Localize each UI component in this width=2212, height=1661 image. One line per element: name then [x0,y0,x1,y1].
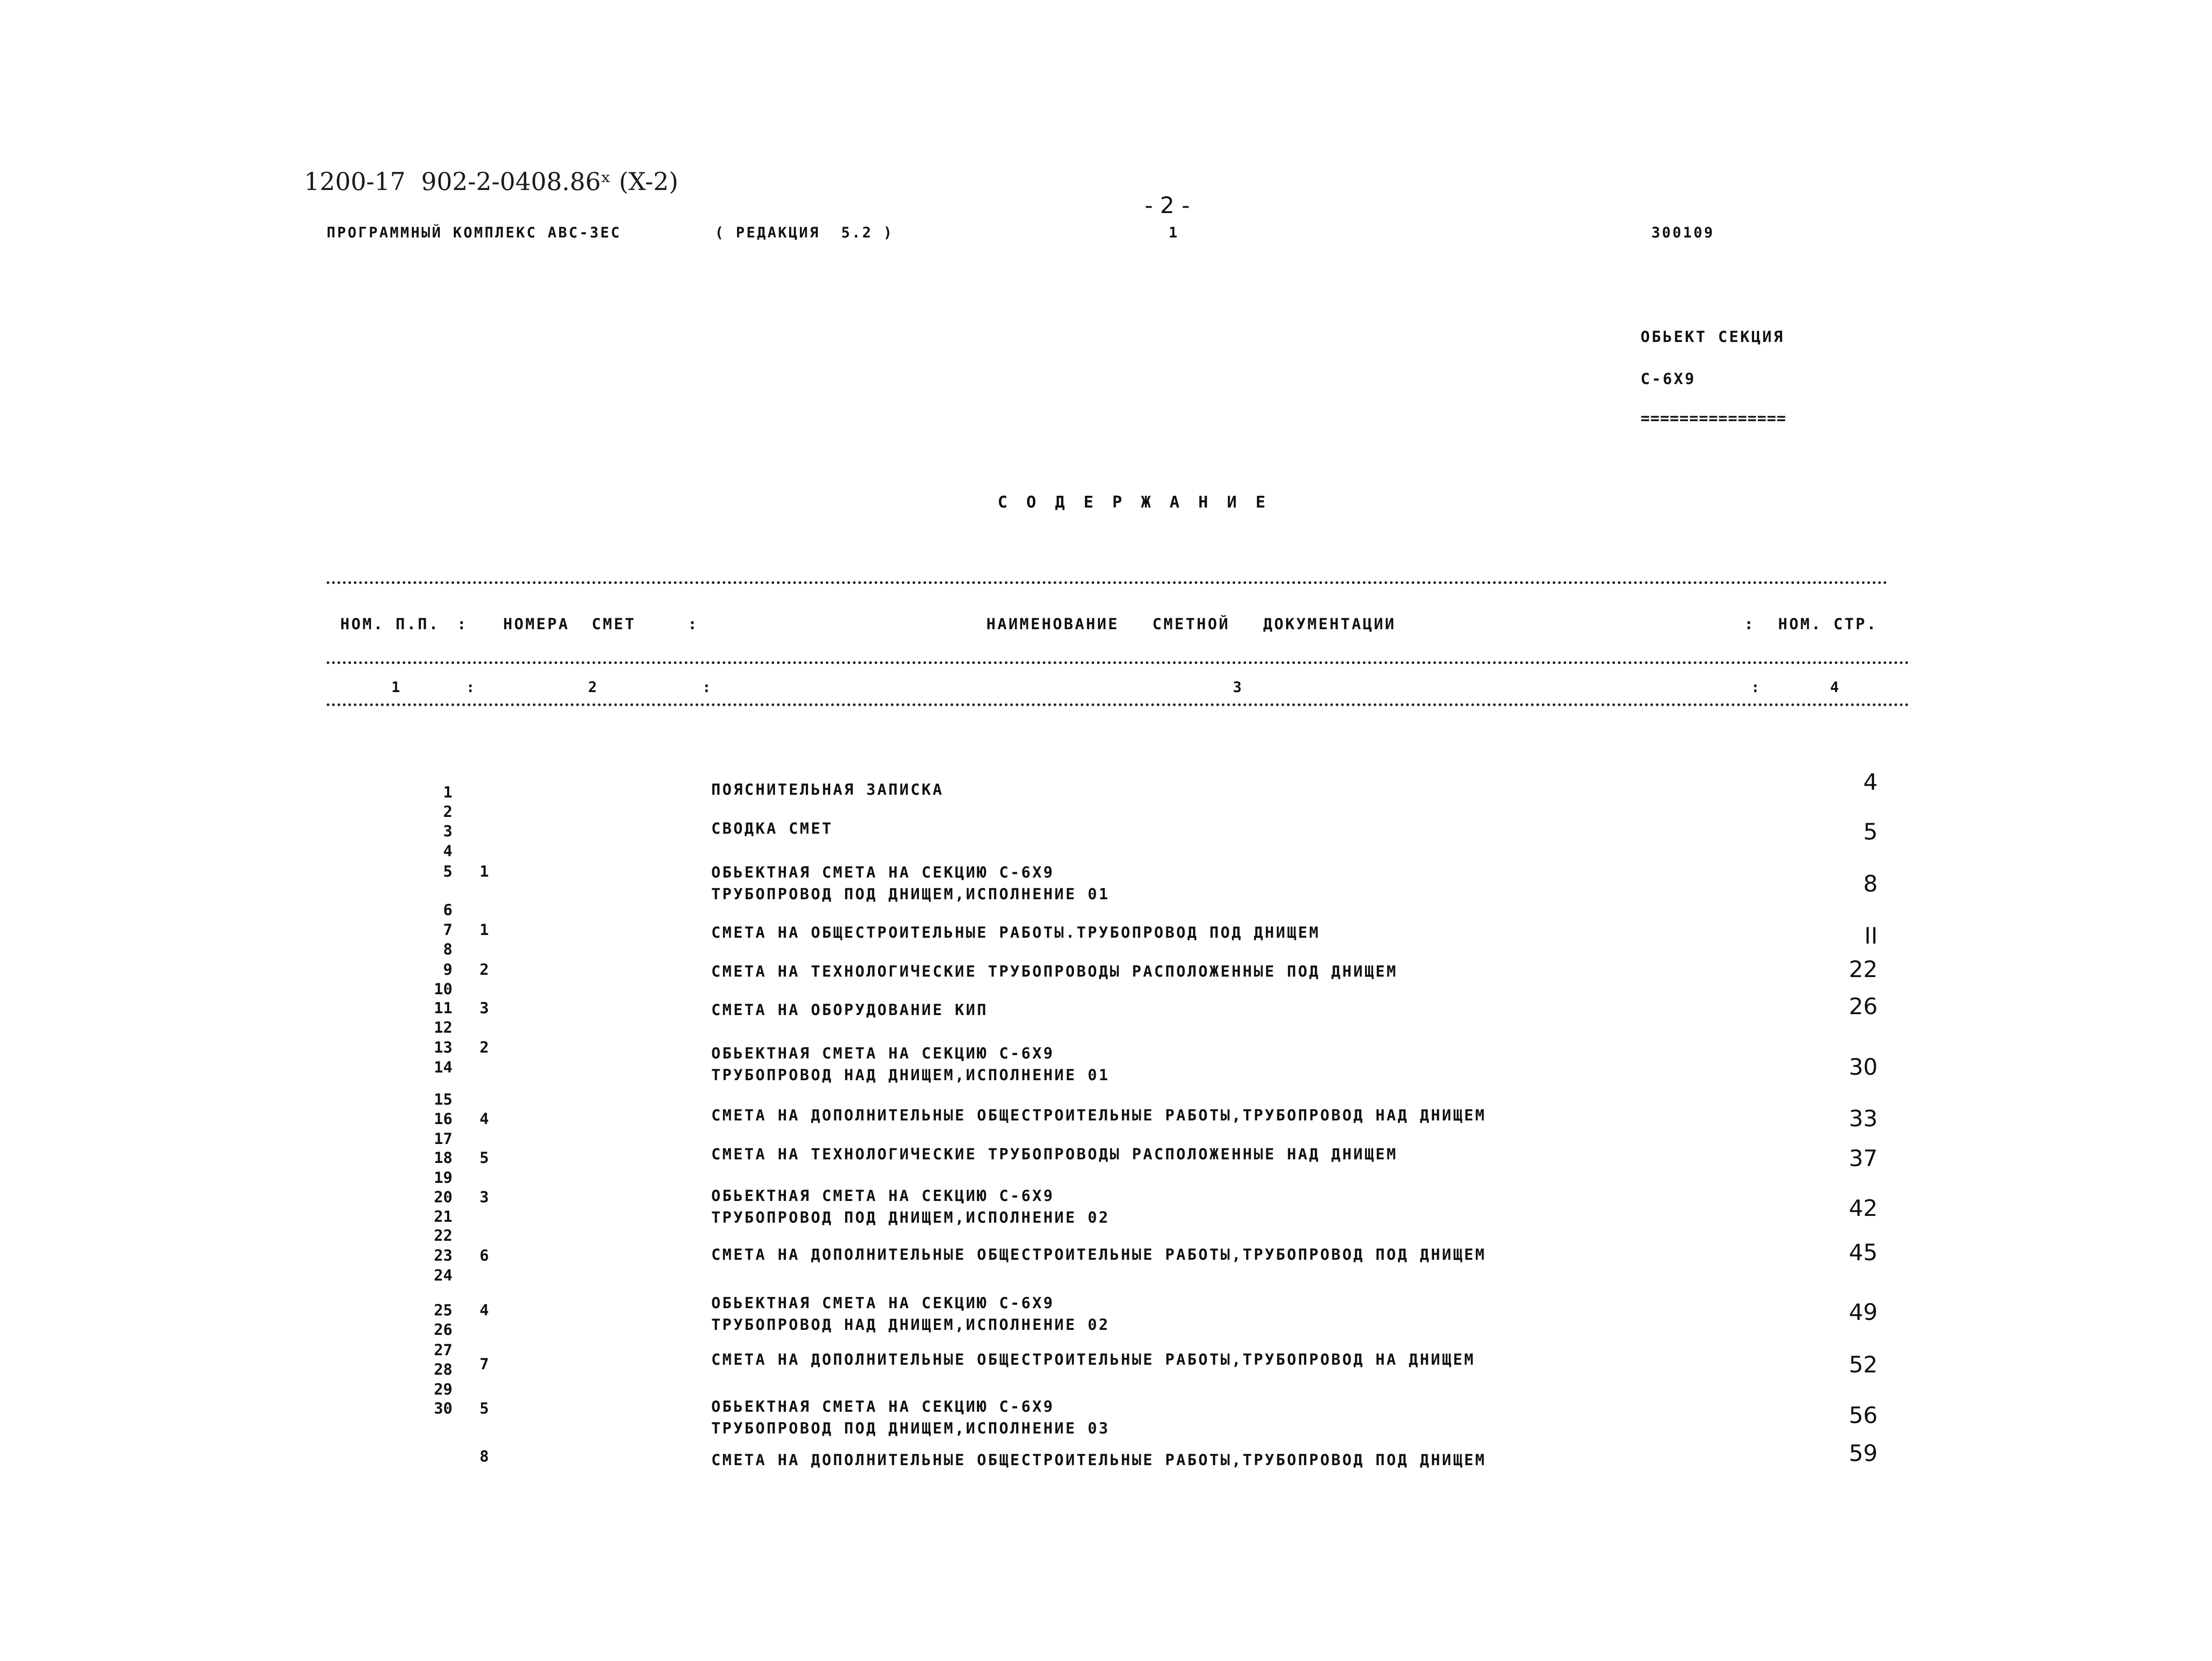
entry-page-number: 5 [1863,819,1878,845]
entry-estimate-number: 4 [480,1110,489,1128]
object-underline: =============== [1641,409,1787,427]
column-separator: : [702,679,713,696]
row-number: 25 [434,1301,452,1319]
row-number: 13 [434,1039,452,1057]
entry-estimate-number: 2 [480,961,489,979]
entry-page-number: 22 [1849,956,1878,982]
row-number: 22 [434,1227,452,1245]
entry-title: ОБЬЕКТНАЯ СМЕТА НА СЕКЦИЮ С-6Х9 ТРУБОПРОВОД ПОД ДНИЩЕМ,ИСПОЛНЕНИЕ 02 [711,1187,1110,1227]
row-number: 15 [434,1091,452,1109]
sheet-number: 1 [1169,224,1180,241]
row-number: 6 [443,901,452,919]
entry-title: СМЕТА НА ТЕХНОЛОГИЧЕСКИЕ ТРУБОПРОВОДЫ РАСПОЛОЖЕННЫЕ НАД ДНИЩЕМ [711,1145,1398,1163]
entry-estimate-number: 6 [480,1247,489,1265]
row-number: 23 [434,1247,452,1265]
contents-title: С О Д Е Р Ж А Н И Е [998,493,1270,512]
entry-page-number: 56 [1849,1402,1878,1428]
entry-estimate-number: 3 [480,999,489,1017]
entry-title: ОБЬЕКТНАЯ СМЕТА НА СЕКЦИЮ С-6Х9 ТРУБОПРОВОД ПОД ДНИЩЕМ,ИСПОЛНЕНИЕ 01 [711,864,1110,903]
entry-page-number: 45 [1849,1239,1878,1266]
column-separator: : [1751,679,1762,696]
program-edition: ( РЕДАКЦИЯ 5.2 ) [715,224,894,241]
page-marker: - 2 - [1145,192,1190,218]
column-separator: : [457,615,468,633]
column-header-name: НАИМЕНОВАНИЕ СМЕТНОЙ ДОКУМЕНТАЦИИ [986,615,1396,633]
entry-title: ОБЬЕКТНАЯ СМЕТА НА СЕКЦИЮ С-6Х9 ТРУБОПРОВОД ПОД ДНИЩЕМ,ИСПОЛНЕНИЕ 03 [711,1398,1110,1438]
entry-estimate-number: 1 [480,863,489,881]
column-header-number: НОМ. П.П. [340,615,440,633]
entry-title: СМЕТА НА ОБЩЕСТРОИТЕЛЬНЫЕ РАБОТЫ.ТРУБОПРОВОД ПОД ДНИЩЕМ [711,924,1320,942]
entry-title: ПОЯСНИТЕЛЬНАЯ ЗАПИСКА [711,781,944,799]
row-number: 26 [434,1321,452,1339]
column-header-page: НОМ. СТР. [1778,615,1878,633]
entry-title: ОБЬЕКТНАЯ СМЕТА НА СЕКЦИЮ С-6Х9 ТРУБОПРОВОД НАД ДНИЩЕМ,ИСПОЛНЕНИЕ 02 [711,1294,1110,1334]
entry-estimate-number: 8 [480,1447,489,1466]
document-code: 300109 [1651,224,1715,241]
entry-title: ОБЬЕКТНАЯ СМЕТА НА СЕКЦИЮ С-6Х9 ТРУБОПРОВОД НАД ДНИЩЕМ,ИСПОЛНЕНИЕ 01 [711,1044,1110,1084]
entry-title: СВОДКА СМЕТ [711,820,833,838]
entry-estimate-number: 5 [480,1400,489,1418]
column-separator: : [1744,615,1755,633]
row-number: 30 [434,1400,452,1418]
row-number: 27 [434,1341,452,1359]
entry-estimate-number: 7 [480,1355,489,1373]
row-number: 21 [434,1208,452,1226]
row-number: 1 [443,783,452,802]
row-number: 4 [443,842,452,860]
entry-page-number: 33 [1849,1106,1878,1132]
row-number: 16 [434,1110,452,1128]
row-number: 5 [443,863,452,881]
program-name: ПРОГРАММНЫЙ КОМПЛЕКС АВС-3ЕС [327,224,622,241]
entry-title: СМЕТА НА ДОПОЛНИТЕЛЬНЫЕ ОБЩЕСТРОИТЕЛЬНЫЕ РАБОТЫ,ТРУБОПРОВОД ПОД ДНИЩЕМ [711,1451,1486,1469]
table-rule-top [327,581,1888,584]
entry-page-number: 59 [1849,1440,1878,1466]
entry-page-number: 49 [1849,1299,1878,1325]
entry-page-number: 4 [1863,769,1878,795]
entry-page-number: 37 [1849,1145,1878,1172]
column-index-2: 2 [588,679,599,696]
row-number: 12 [434,1019,452,1037]
table-rule-bottom [327,703,1909,706]
row-number: 8 [443,940,452,959]
object-label: ОБЬЕКТ СЕКЦИЯ [1641,328,1785,346]
row-number: 11 [434,999,452,1017]
column-separator: : [466,679,477,696]
table-rule-middle [327,661,1909,664]
entry-title: СМЕТА НА ДОПОЛНИТЕЛЬНЫЕ ОБЩЕСТРОИТЕЛЬНЫЕ РАБОТЫ,ТРУБОПРОВОД ПОД ДНИЩЕМ [711,1246,1486,1264]
entry-estimate-number: 4 [480,1301,489,1319]
entry-title: СМЕТА НА ДОПОЛНИТЕЛЬНЫЕ ОБЩЕСТРОИТЕЛЬНЫЕ РАБОТЫ,ТРУБОПРОВОД НА ДНИЩЕМ [711,1351,1475,1369]
row-number: 17 [434,1130,452,1148]
entry-title: СМЕТА НА ТЕХНОЛОГИЧЕСКИЕ ТРУБОПРОВОДЫ РАСПОЛОЖЕННЫЕ ПОД ДНИЩЕМ [711,963,1398,981]
column-separator: : [688,615,699,633]
entry-page-number: 42 [1849,1195,1878,1221]
entry-page-number: 8 [1863,871,1878,897]
entry-estimate-number: 1 [480,921,489,939]
row-number: 14 [434,1058,452,1077]
row-number: 29 [434,1381,452,1399]
entry-estimate-number: 5 [480,1149,489,1167]
row-number: 20 [434,1188,452,1206]
row-number: 2 [443,803,452,821]
row-number: 24 [434,1267,452,1285]
row-number: 9 [443,961,452,979]
document-reference: 1200-17 902-2-0408.86ˣ (X-2) [304,167,679,196]
entry-page-number: 26 [1849,993,1878,1020]
object-code: С-6Х9 [1641,370,1696,388]
row-number: 10 [434,980,452,998]
row-number: 18 [434,1149,452,1167]
column-index-4: 4 [1830,679,1841,696]
entry-page-number: II [1864,923,1878,949]
entry-page-number: 52 [1849,1352,1878,1378]
entry-title: СМЕТА НА ДОПОЛНИТЕЛЬНЫЕ ОБЩЕСТРОИТЕЛЬНЫЕ РАБОТЫ,ТРУБОПРОВОД НАД ДНИЩЕМ [711,1106,1486,1125]
entry-title: СМЕТА НА ОБОРУДОВАНИЕ КИП [711,1001,988,1019]
column-header-estimates: НОМЕРА СМЕТ [503,615,636,633]
entry-estimate-number: 3 [480,1188,489,1206]
row-number: 7 [443,921,452,939]
column-index-3: 3 [1233,679,1244,696]
row-number: 19 [434,1169,452,1187]
entry-estimate-number: 2 [480,1039,489,1057]
entry-page-number: 30 [1849,1054,1878,1080]
column-index-1: 1 [391,679,402,696]
row-number: 3 [443,822,452,840]
row-number: 28 [434,1361,452,1379]
